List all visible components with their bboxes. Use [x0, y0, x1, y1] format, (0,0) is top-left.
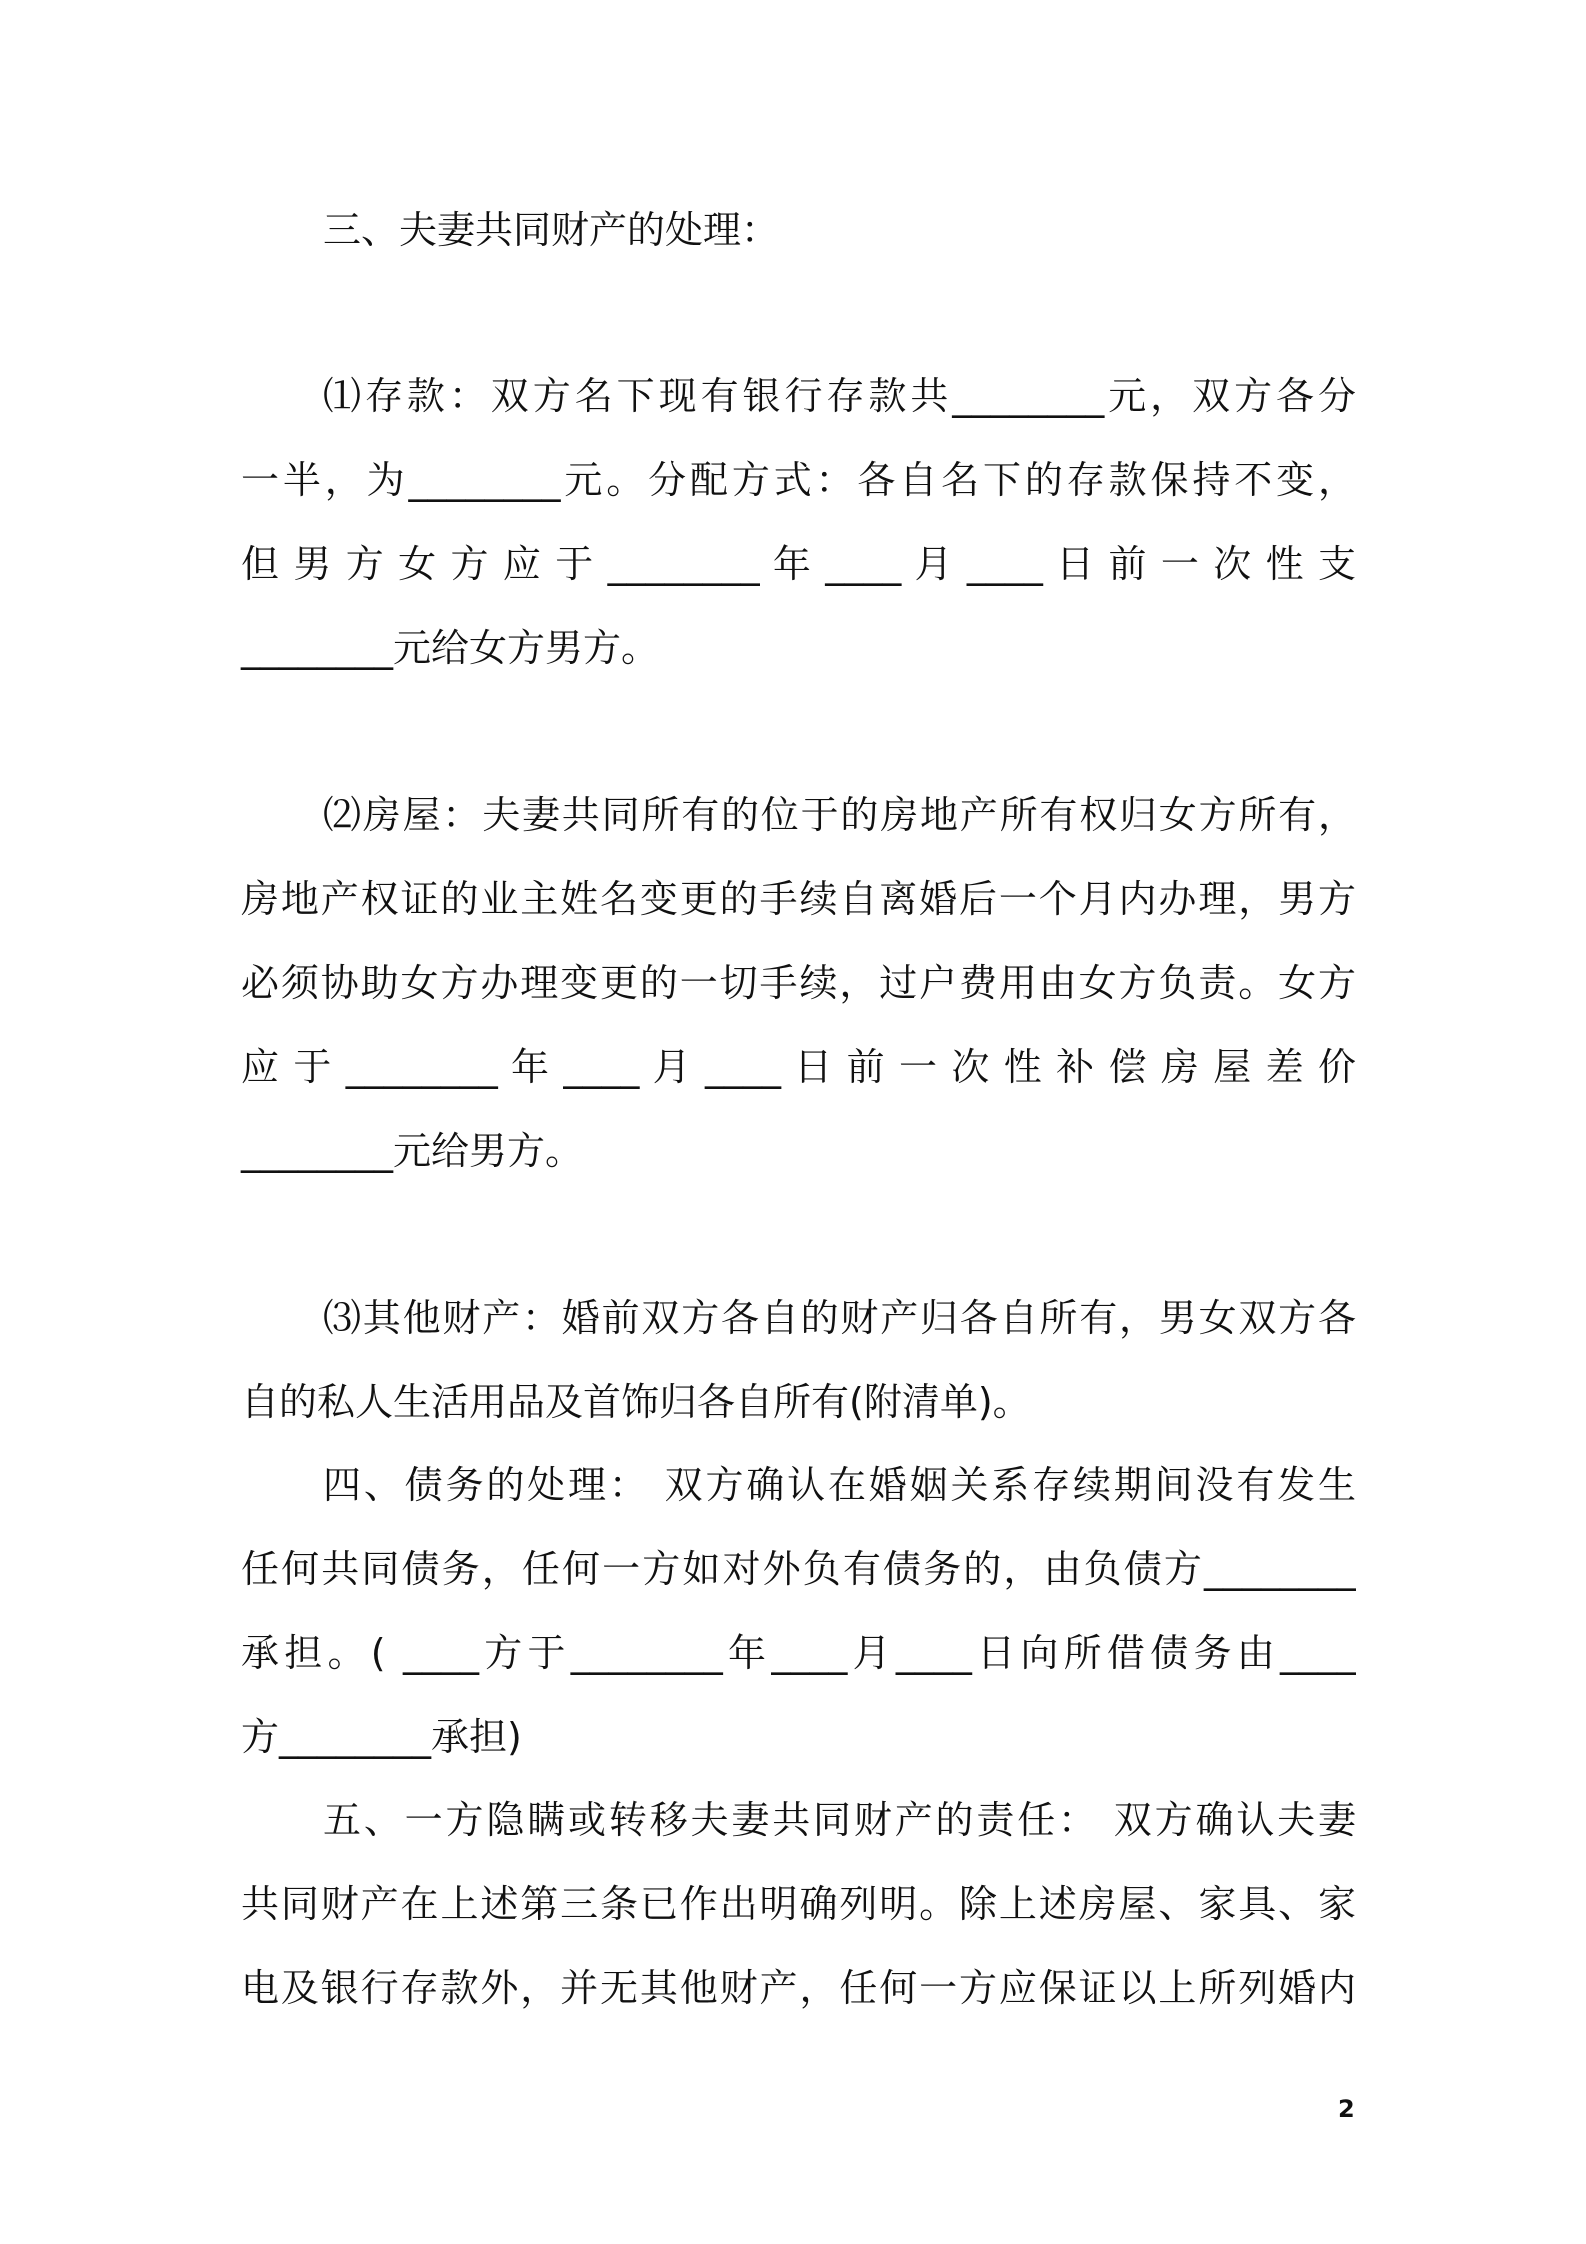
- item-1-line-4: ________元给女方男方。: [241, 626, 660, 670]
- section-4-line-1: 四、债务的处理： 双方确认在婚姻关系存续期间没有发生: [323, 1463, 1356, 1507]
- item-2-line-5: ________元给男方。: [241, 1129, 584, 1173]
- item-1-line-3: 但 男 方 女 方 应 于 ________ 年 ____ 月 ____ 日 前 一 次 性 支: [241, 542, 1356, 586]
- section-5-line-2: 共同财产在上述第三条已作出明确列明。除上述房屋、家具、家: [241, 1882, 1356, 1926]
- item-2-line-1: ⑵房屋：夫妻共同所有的位于的房地产所有权归女方所有，: [323, 793, 1356, 837]
- section-4-line-2: 任何共同债务，任何一方如对外负有债务的，由负债方________: [241, 1547, 1356, 1591]
- section-5-line-1: 五、一方隐瞒或转移夫妻共同财产的责任： 双方确认夫妻: [323, 1798, 1356, 1842]
- item-1-line-1: ⑴存款：双方名下现有银行存款共________元，双方各分: [323, 374, 1356, 418]
- item-2-line-4: 应 于 ________ 年 ____ 月 ____ 日 前 一 次 性 补 偿 房 屋 差 价: [241, 1045, 1356, 1089]
- item-3-line-1: ⑶其他财产：婚前双方各自的财产归各自所有，男女双方各: [323, 1296, 1356, 1340]
- section-4-line-4: 方________承担): [241, 1715, 522, 1759]
- item-2-line-3: 必须协助女方办理变更的一切手续，过户费用由女方负责。女方: [241, 961, 1356, 1005]
- item-2-line-2: 房地产权证的业主姓名变更的手续自离婚后一个月内办理，男方: [241, 877, 1356, 921]
- item-3-line-2: 自的私人生活用品及首饰归各自所有(附清单)。: [241, 1380, 1031, 1424]
- item-1-line-2: 一半，为________元。分配方式：各自名下的存款保持不变，: [241, 458, 1356, 502]
- section-3-heading: 三、夫妻共同财产的处理：: [323, 208, 780, 252]
- page-number: 2: [1338, 2095, 1355, 2123]
- section-4-line-3: 承担。( ____方于________年____月____日向所借债务由____: [241, 1631, 1356, 1675]
- section-5-line-3: 电及银行存款外，并无其他财产，任何一方应保证以上所列婚内: [241, 1966, 1356, 2010]
